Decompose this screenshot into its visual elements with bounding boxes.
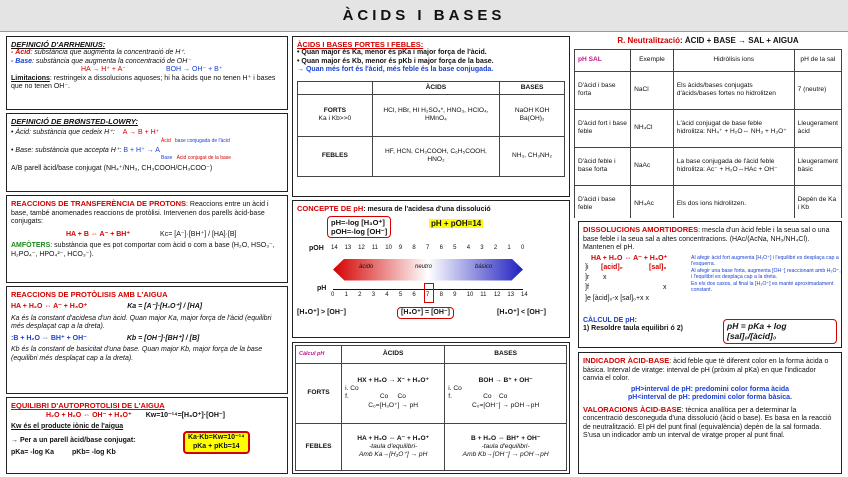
scale-tick-label: 14 [521, 291, 528, 298]
neutralization-row: D'àcid fort i base feble NH₄Cl L'àcid conjugat de base feble hidrolitza: NH₄⁺ + H₂O⇔ NH₃ + H₃O⁺ Lleugerament àcid [575, 109, 842, 147]
scale-tick-label: 12 [493, 291, 501, 298]
arrhenius-acid-eq: HA → H⁺ + A⁻ [81, 66, 126, 74]
ph-calc-box [292, 342, 570, 474]
strong-weak-box: ÀCIDS I BASES FORTES I FEBLES: • Quan major és Ka, menor és pKa i major força de l'àcid. • Quan major és Kb, menor és pKb i major força de la base. → Quan més fort és l'àcid, més feble és la base conjugada. ÀCIDS BASES FORTS Ka i Kb>>0 HCl, HBr, HI H₂SO₄*, HNO₃, HClO₄, HMnO₄ NaOH KOH Ba(OH)₂ FEBLES HF, HCN, CH₃COOH, C₆H₅COOH, HNO₂ NH₃, CH₃NH₂ [292, 36, 570, 197]
scale-tick-label: 2 [358, 291, 362, 298]
scale-tick-label: 10 [385, 244, 392, 251]
scale-tick-label: 2 [493, 244, 498, 251]
scale-tick-label: 3 [480, 244, 484, 251]
scale-tick-label: 4 [385, 291, 389, 298]
scale-tick-label: 0 [521, 244, 525, 251]
ph-concept-box: CONCEPTE DE pH: mesura de l'acidesa d'una dissolució pH=-log [H₃O⁺] pOH=-log [OH⁻] pH + pOH=14 pOH 14 13 12 11 10 9 8 7 6 5 4 3 2 1 0 àcido neutro básico pH 0 1 2 3 4 5 6 7 8 9 10 11 12 13 14 [H₃O⁺] > [OH⁻] [H₃O⁺] = [OH⁻] [H₃O⁺] < [OH⁻] [292, 200, 570, 338]
neutralization-row: D'àcid feble i base forta NaAc La base conjugada de l'àcid feble hidrolitza: Ac⁻ + H₂O⇔HAc + OH⁻ Lleugerament bàsic [575, 147, 842, 185]
ph-poh-sum: pH + pOH=14 [431, 218, 482, 228]
scale-tick-label: 1 [344, 291, 348, 298]
scale-tick-label: 11 [371, 244, 378, 251]
scale-tick-label: 5 [453, 244, 457, 251]
scale-tick-label: 10 [466, 291, 474, 298]
bronsted-box: DEFINICIÓ DE BRØNSTED-LOWRY: • Àcid: substància que cedeix H⁺: A → B + H⁺ Àcid base conjugada de l'àcid • Base: substància que accepta H⁺: B + H⁺ → A Base Àcid conjugat de la base A/B parell àcid/base conjugat (NH₄⁺/NH₃, CH₃COOH/CH₃COO⁻) [6, 113, 288, 192]
scale-tick-label: 1 [507, 244, 511, 251]
arrhenius-base-eq: BOH → OH⁻ + B⁺ [165, 66, 223, 74]
scale-tick-label: 14 [331, 244, 338, 251]
proton-eq: HA + B ⇔ A⁻ + BH⁺ [66, 230, 131, 238]
neutralization-row: D'àcid i base feble NH₄Ac Els dos ions hidrolitzen. Depèn de Ka i Kb [575, 185, 842, 218]
ph-calc-table: Càlcul pH ÀCIDS BASES FORTS HX + H₂O → X⁻ + H₃O⁺ i. Co f. Co Co C₀=[H₃O⁺] → pH BOH → B⁺ + OH⁻ i. Co f. Co Co C₀=[OH⁻] → pOH→pH FEBLES HA + H₂O ⇔ A⁻ + H₃O⁺ -taula d'equilibri- Amb Ka→[H₃O⁺] → pH B + H₂O ⇔ BH⁺ + OH⁻ -taula d'equilibri- Amb Kb→[OH⁻] → pOH→pH [295, 345, 567, 471]
scale-tick-label: 5 [398, 291, 403, 298]
strong-weak-table: ÀCIDS BASES FORTS Ka i Kb>>0 HCl, HBr, HI H₂SO₄*, HNO₃, HClO₄, HMnO₄ NaOH KOH Ba(OH)₂ FEBLES HF, HCN, CH₃COOH, C₆H₅COOH, HNO₂ NH₃, CH₃NH₂ [297, 81, 565, 177]
buffer-box: DISSOLUCIONS AMORTIDORES: mescla d'un àcid feble i la seua sal o una base feble i la seua sal a altes concentracions. (HAc/(AcNa, NH₃/NH₄Cl). Mantenen el pH. HA + H₂O ⇔ A⁻ + H₃O⁺ [acid]₀ [sal]₀ ]i ]r x ]f x ]e [àcid]₀-x [sal]₀+x x Al afegir àcid fort augmenta [H₃O⁺] i l'equilibri es desplaça cap a l'esquerra. Al afegir una base forta, augmenta [OH⁻] reaccionant amb H₃O⁺, i l'equilibri es desplaça cap a la dreta. En els dos casos, al final la [H₃O⁺] es manté aproximadament constant. CÀLCUL DE pH: 1) Resoldre taula equilibri ó 2) pH = pKa + log [sal]₀/[àcid]₀ [578, 221, 842, 348]
ph-scale: pOH 14 13 12 11 10 9 8 7 6 5 4 3 2 1 0 àcido neutro básico pH 0 1 2 3 4 5 6 7 8 9 10 11 12 13 14 [297, 245, 565, 315]
water-protolysis-heading: REACCIONS DE PROTÒLISIS AMB L'AIGUA [11, 290, 168, 299]
scale-tick-label: 8 [412, 244, 416, 251]
arrhenius-box: DEFINICIÓ D'ARRHENIUS: - Àcid: substància que augmenta la concentració de H⁺. - Base: substància que augmenta la concentració de OH⁻ HA → H⁺ + A⁻ BOH → OH⁻ + B⁺ Limitacions: restringeix a dissolucions aquoses; hi ha àcids que no tenen H⁺ i bases que no tenen OH⁻. [6, 36, 288, 110]
neutral-marker [424, 283, 434, 303]
ka-kb-highlight: Ka·Kb=Kw=10⁻¹⁴ pKa + pKb=14 [183, 431, 250, 454]
page-title: ÀCIDS I BASES [0, 0, 848, 32]
arrhenius-heading: DEFINICIÓ D'ARRHENIUS: [11, 40, 106, 49]
neutralization-row: D'àcid i base forta NaCl Els àcids/bases conjugats d'àcids/bases fortes no hidrolitzen 7 (neutre) [575, 71, 842, 109]
water-protolysis-box: REACCIONS DE PROTÒLISIS AMB L'AIGUA HA + H₂O ⇔ A⁻ + H₃O⁺ Ka = [A⁻]·[H₃O⁺] / [HA] Ka és la constant d'acidesa d'un àcid. Quan major Ka, major força de l'àcid (equilibri més desplaçat cap a la dreta). :B + H₂O ⇔ BH⁺ + OH⁻ Kb = [OH⁻]·[BH⁺] / [B] Kb és la constant de basicitat d'una base. Quan major Kb, major força de la base (equilibri més desplaçat cap a la dreta). [6, 286, 288, 394]
scale-tick-label: 7 [426, 244, 430, 251]
scale-tick-label: 8 [439, 291, 443, 298]
scale-tick-label: 11 [480, 291, 487, 298]
kc-expression: Kc= [A⁻]·[BH⁺] / [HA]·[B] [160, 230, 237, 238]
proton-transfer-box: REACCIONS DE TRANSFERÈNCIA DE PROTONS: Reaccions entre un àcid i base, també anomenades reaccions de protòlisi. Intervenen dos parells àcid-base conjugats: HA + B ⇔ A⁻ + BH⁺ Kc= [A⁻]·[BH⁺] / [HA]·[B] AMFÒTERS: substància que es pot comportar com àcid o com a base (H₂O, HSO₃⁻, H₂PO₄⁻, HPO₄²⁻, HCO₃⁻). [6, 195, 288, 283]
bronsted-acid-eq: A → B + H⁺ [122, 129, 160, 137]
bronsted-pair: A/B parell àcid/base conjugat (NH₄⁺/NH₃, CH₃COOH/CH₃COO⁻) [11, 165, 213, 173]
autoprotolysis-box: EQUILIBRI D'AUTOPROTOLISI DE L'AIGUA H₂O + H₂O ⇔ OH⁻ + H₃O⁺ Kw=10⁻¹⁴=[H₃O⁺]·[OH⁻] Kw és el producte iònic de l'aigua → Per a un parell àcid/base conjugat: pKa= -log Ka pKb= -log Kb Ka·Kb=Kw=10⁻¹⁴ pKa + pKb=14 [6, 397, 288, 474]
scale-tick-label: 7 [426, 291, 430, 298]
bronsted-base-eq: B + H⁺ → A [123, 146, 160, 154]
neutralization-box: R. Neutralització: ÀCID + BASE → SAL + AIGUA pH SAL Exemple Hidròlisis ions pH de la sal D'àcid i base forta NaCl Els àcids/bases conjugats d'àcids/bases fortes no hidrolitzen 7 (neutre) D'àcid fort i base feble NH₄Cl L'àcid conjugat de base feble hidrolitza: NH₄⁺ + H₂O⇔ NH₃ + H₃O⁺ Lleugerament àcid D'àcid feble i base forta NaAc La base conjugada de l'àcid feble hidrolitza: Ac⁻ + H₂O⇔HAc + OH⁻ Lleugerament bàsic D'àcid i base feble NH₄Ac Els dos ions hidrolitzen. Depèn de Ka i Kb [574, 36, 842, 218]
scale-tick-label: 9 [398, 244, 403, 251]
scale-tick-label: 6 [439, 244, 443, 251]
scale-tick-label: 4 [466, 244, 471, 251]
scale-tick-label: 6 [412, 291, 416, 298]
scale-tick-label: 9 [453, 291, 457, 298]
scale-tick-label: 13 [507, 291, 515, 298]
scale-tick-label: 3 [371, 291, 376, 298]
scale-tick-label: 13 [344, 244, 352, 251]
scale-tick-label: 12 [358, 244, 365, 251]
buffer-notes: Al afegir àcid fort augmenta [H₃O⁺] i l'equilibri es desplaça cap a l'esquerra. Al afegir una base forta, augmenta [OH⁻] reaccionant amb H₃O⁺, i l'equilibri es desplaça cap a la dreta. En els dos casos, al final la [H₃O⁺] es manté aproximadament constant. [691, 254, 841, 294]
bronsted-heading: DEFINICIÓ DE BRØNSTED-LOWRY: [11, 117, 138, 126]
henderson-formula: pH = pKa + log [sal]₀/[àcid]₀ [723, 319, 837, 344]
scale-tick-label: 0 [331, 291, 335, 298]
ph-definitions: pH=-log [H₃O⁺] pOH=-log [OH⁻] [327, 216, 391, 238]
indicator-box: INDICADOR ÀCID-BASE: àcid feble que té diferent color en la forma àcida o bàsica. Interval de viratge: interval de pH (pròxim al pKa) en que l'indicador canvia el color. pH>interval de pH: predomini color forma àcida pH<interval de pH: predomini color forma bàsica. VALORACIONS ÀCID-BASE: tècnica analítica per a determinar la concentració desconeguda d'una dissolució (àcid o base). Es basa en la reacció de neutralització. El pH del punt final (equivalència) depèn de la sal formada. S'usa un indicador amb un interval de viratge proper al punt final. [578, 352, 842, 474]
neutralization-table: pH SAL Exemple Hidròlisis ions pH de la sal D'àcid i base forta NaCl Els àcids/bases conjugats d'àcids/bases fortes no hidrolitzen 7 (neutre) D'àcid fort i base feble NH₄Cl L'àcid conjugat de base feble hidrolitza: NH₄⁺ + H₂O⇔ NH₃ + H₃O⁺ Lleugerament àcid D'àcid feble i base forta NaAc La base conjugada de l'àcid feble hidrolitza: Ac⁻ + H₂O⇔HAc + OH⁻ Lleugerament bàsic D'àcid i base feble NH₄Ac Els dos ions hidrolitzen. Depèn de Ka i Kb [574, 49, 842, 218]
